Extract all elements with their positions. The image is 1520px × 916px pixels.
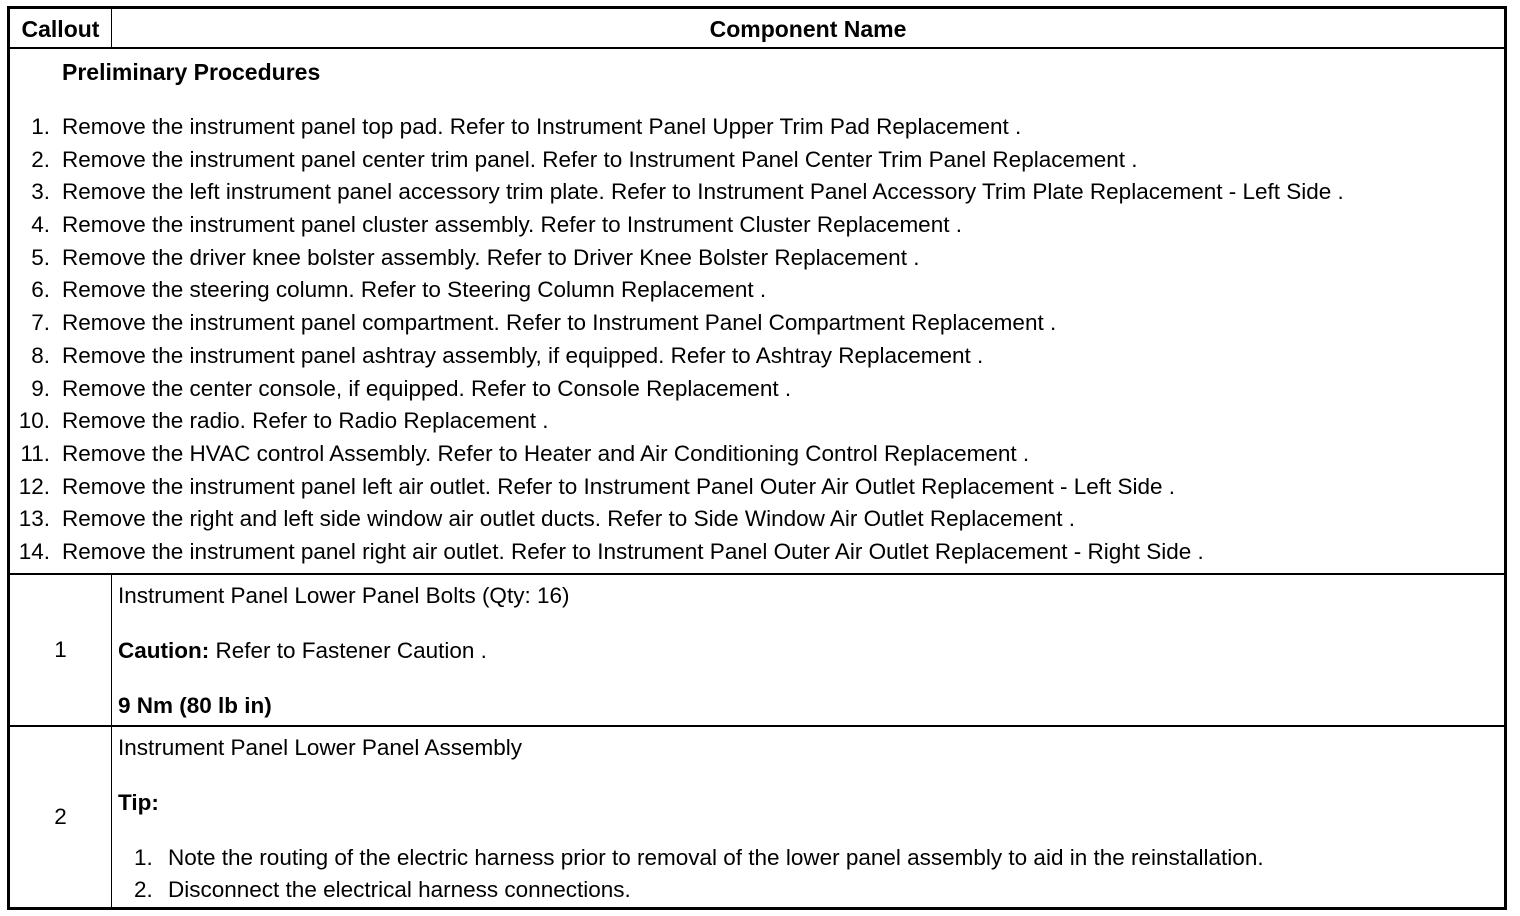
list-item	[10, 146, 1504, 182]
component-name-column-header: Component Name	[709, 15, 907, 42]
step-text: Remove the instrument panel compartment. Refer to Instrument Panel Compartment Replacement .	[62, 310, 1057, 336]
list-item	[134, 877, 631, 902]
list-item	[10, 440, 1504, 476]
caution-text: Refer to Fastener Caution .	[209, 638, 487, 663]
list-item	[10, 312, 1504, 345]
table-header-row	[10, 9, 1504, 49]
step-text: Remove the instrument panel right air outlet. Refer to Instrument Panel Outer Air Outlet Replacement - Right Side .	[62, 538, 1204, 564]
step-text: Remove the driver knee bolster assembly. Refer to Driver Knee Bolster Replacement .	[62, 244, 920, 270]
tip-text: Note the routing of the electric harness prior to removal of the lower panel assembly to aid in the reinstallation.	[168, 845, 1264, 870]
step-number: 7.	[31, 310, 50, 336]
step-number: 10.	[18, 408, 50, 434]
caution-label: Caution:	[118, 638, 210, 663]
list-item	[10, 214, 1504, 247]
step-text: Remove the HVAC control Assembly. Refer to Heater and Air Conditioning Control Replacement .	[62, 440, 1030, 466]
step-text: Remove the left instrument panel accessory trim plate. Refer to Instrument Panel Accessory Trim Plate Replacement - Left Side .	[62, 179, 1344, 205]
component-table	[7, 6, 1507, 910]
tip-number: 1.	[134, 845, 153, 870]
table-row	[10, 727, 1504, 907]
list-item	[10, 508, 1504, 541]
step-number: 11.	[20, 440, 50, 466]
step-text: Remove the instrument panel cluster assembly. Refer to Instrument Cluster Replacement .	[62, 212, 962, 238]
list-item	[134, 845, 1264, 870]
component-name: Instrument Panel Lower Panel Bolts (Qty: 16)	[118, 583, 570, 608]
preliminary-steps-list	[10, 116, 1504, 574]
preliminary-procedures-title: Preliminary Procedures	[62, 59, 321, 85]
caution-note	[118, 640, 487, 663]
callout-number: 1	[54, 636, 67, 662]
torque-spec: 9 Nm (80 lb in)	[118, 693, 272, 718]
step-number: 9.	[31, 375, 50, 401]
step-number: 14.	[18, 538, 50, 564]
list-item	[10, 279, 1504, 312]
step-number: 1.	[31, 114, 50, 139]
step-text: Remove the right and left side window air outlet ducts. Refer to Side Window Air Outlet Replacement .	[62, 506, 1075, 532]
step-number: 5.	[31, 244, 50, 270]
step-text: Remove the instrument panel top pad. Refer to Instrument Panel Upper Trim Pad Replacement .	[62, 114, 1022, 139]
step-number: 3.	[31, 179, 50, 205]
step-number: 4.	[31, 212, 50, 238]
step-number: 8.	[31, 342, 50, 368]
list-item	[10, 244, 1504, 280]
tip-number: 2.	[134, 877, 153, 902]
step-number: 13.	[18, 506, 50, 532]
tip-label: Tip:	[118, 790, 159, 815]
step-number: 12.	[18, 473, 50, 499]
list-item	[10, 342, 1504, 378]
list-item	[10, 375, 1504, 411]
list-item	[10, 538, 1504, 574]
step-number: 2.	[31, 146, 50, 172]
callout-number: 2	[54, 803, 67, 829]
table-row	[10, 575, 1504, 727]
step-text: Remove the center console, if equipped. Refer to Console Replacement .	[62, 375, 792, 401]
step-text: Remove the steering column. Refer to Steering Column Replacement .	[62, 277, 767, 303]
column-divider	[111, 727, 112, 907]
callout-column-header: Callout	[21, 15, 100, 42]
list-item	[10, 181, 1504, 214]
list-item	[10, 116, 1504, 149]
list-item	[10, 473, 1504, 509]
tip-text: Disconnect the electrical harness connections.	[168, 877, 631, 902]
step-number: 6.	[31, 277, 50, 303]
step-text: Remove the instrument panel center trim panel. Refer to Instrument Panel Center Trim Panel Replacement .	[62, 146, 1138, 172]
preliminary-procedures-row	[10, 49, 1504, 575]
step-text: Remove the instrument panel left air outlet. Refer to Instrument Panel Outer Air Outlet Replacement - Left Side .	[62, 473, 1176, 499]
component-name: Instrument Panel Lower Panel Assembly	[118, 735, 522, 760]
step-text: Remove the radio. Refer to Radio Replacement .	[62, 408, 549, 434]
column-divider	[111, 575, 112, 725]
step-text: Remove the instrument panel ashtray assembly, if equipped. Refer to Ashtray Replacement .	[62, 342, 984, 368]
list-item	[10, 410, 1504, 443]
